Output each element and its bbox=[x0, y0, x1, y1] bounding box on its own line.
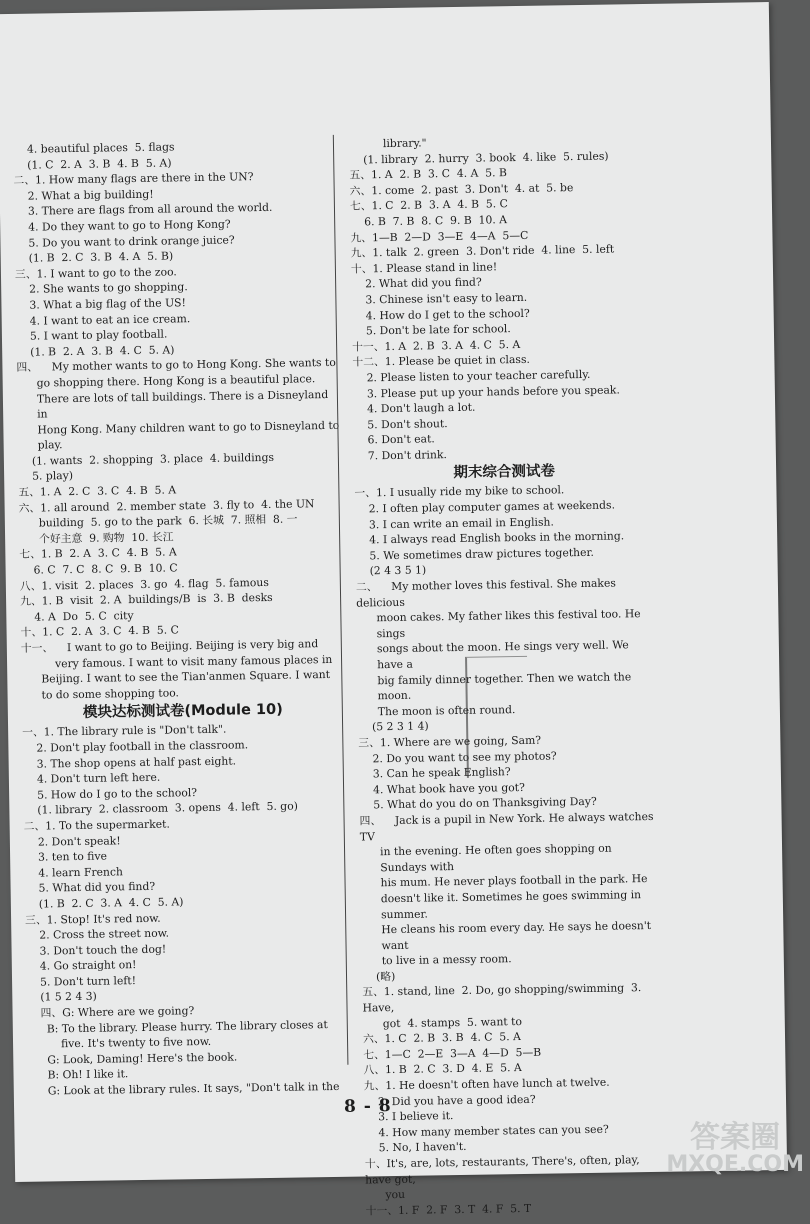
answer-line: got 4. stamps 5. want to bbox=[382, 1014, 523, 1030]
answer-line: 5. No, I haven't. bbox=[378, 1140, 467, 1155]
answer-line: 4. Don't laugh a lot. bbox=[367, 400, 476, 416]
answer-line: 九、1. talk 2. green 3. Don't ride 4. line 5. left bbox=[350, 242, 615, 260]
answer-line: 三、1. I want to go to the zoo. bbox=[14, 265, 177, 281]
answer-line: 5. Don't be late for school. bbox=[365, 322, 511, 338]
answer-line: 5. What did you find? bbox=[38, 880, 156, 895]
answer-line: 2. What a big building! bbox=[27, 187, 154, 203]
answer-line: 一、1. The library rule is "Don't talk". bbox=[22, 722, 227, 740]
answer-line: 四、 Jack is a pupil in New York. He always watches TV bbox=[359, 809, 658, 844]
answer-line: (1. C 2. A 3. B 4. B 5. A) bbox=[27, 156, 172, 172]
answer-line: Hong Kong. Many children want to go to Disneyland to bbox=[37, 418, 340, 437]
answer-line: 十一、 I want to go to Beijing. Beijing is very big and bbox=[20, 637, 319, 655]
answer-line: 3. There are flags from all around the world. bbox=[27, 201, 273, 219]
answer-line: 十一、1. F 2. F 3. T 4. F 5. T bbox=[365, 1201, 532, 1218]
answer-line: go shopping there. Hong Kong is a beautiful place. bbox=[36, 372, 316, 390]
answer-line: G: Look, Daming! Here's the book. bbox=[47, 1050, 238, 1067]
answer-line: 十、1. C 2. A 3. C 4. B 5. C bbox=[20, 623, 179, 640]
answer-line: 3. The shop opens at half past eight. bbox=[36, 754, 237, 771]
answer-line: library." bbox=[382, 136, 427, 151]
answer-line: 个好主意 9. 购物 10. 长江 bbox=[39, 530, 174, 546]
answer-line: in the evening. He often goes shopping on Sundays with bbox=[379, 841, 616, 874]
answer-line: The moon is often round. bbox=[377, 702, 516, 719]
answer-line: 6. B 7. B 8. C 9. B 10. A bbox=[364, 213, 508, 229]
answer-line: 4. learn French bbox=[38, 864, 124, 880]
answer-line: 四、 My mother wants to go to Hong Kong. She wants to bbox=[16, 356, 336, 375]
answer-line: 六、1. all around 2. member state 3. fly to 4. the UN bbox=[18, 496, 315, 515]
watermark-logo-text: 答案圈 bbox=[690, 1120, 781, 1155]
answer-line: 2. Don't speak! bbox=[37, 833, 121, 849]
answer-line: 4. Go straight on! bbox=[39, 958, 137, 973]
answer-line: five. It's twenty to five now. bbox=[60, 1035, 212, 1051]
answer-line: 2. Did you have a good idea? bbox=[377, 1092, 536, 1108]
answer-line: 2. She wants to go shopping. bbox=[29, 280, 188, 297]
answer-line: 3. Can he speak English? bbox=[372, 765, 511, 781]
answer-line: (1 5 2 4 3) bbox=[40, 990, 97, 1005]
answer-line: big family dinner together. Then we watch the moon. bbox=[377, 669, 635, 703]
answer-line: He cleans his room every day. He says he doesn't want bbox=[381, 919, 655, 952]
answer-line: 5. What do you do on Thanksgiving Day? bbox=[373, 795, 597, 812]
answer-line: 2. I often play computer games at weekends. bbox=[368, 498, 616, 516]
answer-line: 6. Don't eat. bbox=[367, 432, 435, 447]
answer-line: his mum. He never plays football in the park. He bbox=[380, 872, 648, 890]
answer-line: 5. Don't shout. bbox=[367, 416, 448, 432]
answer-line: G: Look at the library rules. It says, "Don't talk in the bbox=[47, 1079, 340, 1098]
answer-line: There are lots of tall buildings. There is a Disneyland in bbox=[36, 387, 332, 421]
answer-line: 二、1. To the supermarket. bbox=[23, 817, 170, 833]
answer-line: (1. B 2. A 3. B 4. C 5. A) bbox=[30, 343, 175, 359]
answer-line: 十二、1. Please be quiet in class. bbox=[352, 353, 531, 369]
answer-line: 五、1. A 2. B 3. C 4. A 5. B bbox=[349, 166, 507, 182]
answer-line: 5. Don't turn left! bbox=[39, 973, 137, 989]
answer-line: moon cakes. My father likes this festival too. He sings bbox=[376, 607, 645, 641]
answer-line: 八、1. visit 2. places 3. go 4. flag 5. famous bbox=[19, 575, 269, 593]
answer-line: 4. I want to eat an ice cream. bbox=[29, 311, 191, 328]
answer-line: 五、1. stand, line 2. Do, go shopping/swimming 3. Have, bbox=[362, 981, 645, 1015]
answer-line: 4. How many member states can you see? bbox=[378, 1122, 609, 1140]
answer-line: (2 4 3 5 1) bbox=[369, 563, 427, 578]
answer-line: building 5. go to the park 6. 长城 7. 照相 8. 一 bbox=[38, 512, 298, 530]
answer-line: 3. I can write an email in English. bbox=[368, 515, 554, 532]
answer-line: 5. play) bbox=[32, 469, 74, 484]
answer-line: B: To the library. Please hurry. The library closes at bbox=[46, 1017, 328, 1036]
answer-line: 四、G: Where are we going? bbox=[40, 1004, 195, 1020]
answer-line: 十、It's, are, lots, restaurants, There's, often, play, have got, bbox=[364, 1153, 644, 1187]
answer-line: 4. A Do 5. C city bbox=[34, 608, 134, 624]
section-heading: 期末综合测试卷 bbox=[453, 463, 556, 482]
answer-line: Beijing. I want to see the Tian'anmen Square. I want bbox=[41, 668, 331, 686]
page-number: 8 - 8 bbox=[343, 1096, 392, 1117]
answer-line: (1. B 2. C 3. B 4. A 5. B) bbox=[28, 249, 174, 265]
answer-line: 5. How do I go to the school? bbox=[37, 785, 198, 802]
answer-line: 九、1—B 2—D 3—E 4—A 5—C bbox=[350, 228, 529, 245]
section-heading: 模块达标测试卷(Module 10) bbox=[82, 702, 283, 722]
answer-line: 二、 My mother loves this festival. She makes delicious bbox=[355, 576, 620, 610]
answer-line: songs about the moon. He sings very well. We have a bbox=[376, 638, 633, 672]
answer-line: 六、1. come 2. past 3. Don't 4. at 5. be bbox=[349, 180, 574, 198]
answer-line: 2. Do you want to see my photos? bbox=[372, 748, 557, 765]
answer-line: 4. Don't turn left here. bbox=[36, 770, 161, 786]
answer-line: 三、1. Where are we going, Sam? bbox=[358, 733, 542, 750]
answer-line: 3. Chinese isn't easy to learn. bbox=[365, 290, 528, 307]
answer-line: 5. Do you want to drink orange juice? bbox=[28, 232, 235, 250]
answer-line: play. bbox=[37, 438, 63, 452]
answer-line: 4. I always read English books in the morning. bbox=[369, 529, 625, 547]
answer-line: 3. Please put up your hands before you speak. bbox=[366, 382, 620, 400]
answer-line: 5. I want to play football. bbox=[29, 327, 168, 343]
answer-line: 3. Don't touch the dog! bbox=[39, 942, 167, 958]
watermark-url: MXQE.COM bbox=[666, 1152, 804, 1177]
answer-line: 八、1. B 2. C 3. D 4. E 5. A bbox=[363, 1061, 522, 1077]
answer-line: you bbox=[385, 1188, 406, 1202]
answer-sheet-page bbox=[0, 2, 787, 1218]
answer-line: (1. wants 2. shopping 3. place 4. buildings bbox=[31, 450, 275, 468]
answer-line: 六、1. C 2. B 3. B 4. C 5. A bbox=[362, 1030, 522, 1046]
answer-line: 2. What did you find? bbox=[365, 275, 482, 291]
answer-line: 3. What a big flag of the US! bbox=[29, 296, 186, 312]
answer-line: (1. library 2. classroom 3. opens 4. left 5. go) bbox=[37, 799, 298, 817]
answer-line: 九、1. B visit 2. A buildings/B is 3. B desks bbox=[20, 591, 273, 609]
answer-line: 2. Please listen to your teacher carefully. bbox=[366, 367, 591, 385]
answer-line: 七、1. B 2. A 3. C 4. B 5. A bbox=[19, 545, 177, 562]
answer-line: 七、1. C 2. B 3. A 4. B 5. C bbox=[349, 197, 508, 213]
answer-line: 十、1. Please stand in line! bbox=[350, 260, 498, 276]
answer-line: 5. We sometimes draw pictures together. bbox=[369, 545, 594, 563]
site-watermark bbox=[666, 1122, 804, 1176]
answer-line: 6. C 7. C 8. C 9. B 10. C bbox=[33, 561, 178, 577]
answer-line: 4. How do I get to the school? bbox=[365, 306, 530, 322]
answer-line: to do some shopping too. bbox=[41, 686, 180, 702]
answer-line: B: Oh! I like it. bbox=[47, 1067, 129, 1082]
answer-line: doesn't like it. Sometimes he goes swimming in summer. bbox=[380, 887, 645, 921]
answer-line: 3. I believe it. bbox=[378, 1109, 454, 1124]
answer-line: (5 2 3 1 4) bbox=[372, 719, 429, 734]
answer-line: to live in a messy room. bbox=[381, 952, 512, 968]
answer-line: 4. Do they want to go to Hong Kong? bbox=[28, 217, 231, 234]
answer-line: 十一、1. A 2. B 3. A 4. C 5. A bbox=[352, 337, 521, 354]
answer-line: 2. Don't play football in the classroom. bbox=[36, 738, 249, 755]
answer-line: 2. Cross the street now. bbox=[39, 926, 170, 942]
answer-line: (1. library 2. hurry 3. book 4. like 5. rules) bbox=[363, 149, 609, 166]
pencil-sketch-mark bbox=[465, 656, 529, 778]
answer-line: 九、1. He doesn't often have lunch at twelve. bbox=[363, 1075, 610, 1093]
answer-line: 一、1. I usually ride my bike to school. bbox=[354, 483, 565, 501]
answer-line: 三、1. Stop! It's red now. bbox=[25, 911, 161, 927]
answer-line: (略) bbox=[375, 969, 396, 984]
answer-line: 3. ten to five bbox=[38, 849, 108, 864]
answer-line: 7. Don't drink. bbox=[367, 447, 447, 463]
answer-line: 4. What book have you got? bbox=[372, 780, 525, 797]
answer-line: 4. beautiful places 5. flags bbox=[26, 140, 175, 156]
answer-line: 二、1. How many flags are there in the UN? bbox=[13, 170, 254, 188]
answer-line: 五、1. A 2. C 3. C 4. B 5. A bbox=[18, 483, 177, 499]
answer-line: (1. B 2. C 3. A 4. C 5. A) bbox=[38, 895, 184, 911]
left-column bbox=[13, 137, 350, 1100]
answer-line: very famous. I want to visit many famous places in bbox=[54, 652, 333, 670]
answer-line: 七、1—C 2—E 3—A 4—D 5—B bbox=[363, 1045, 542, 1062]
